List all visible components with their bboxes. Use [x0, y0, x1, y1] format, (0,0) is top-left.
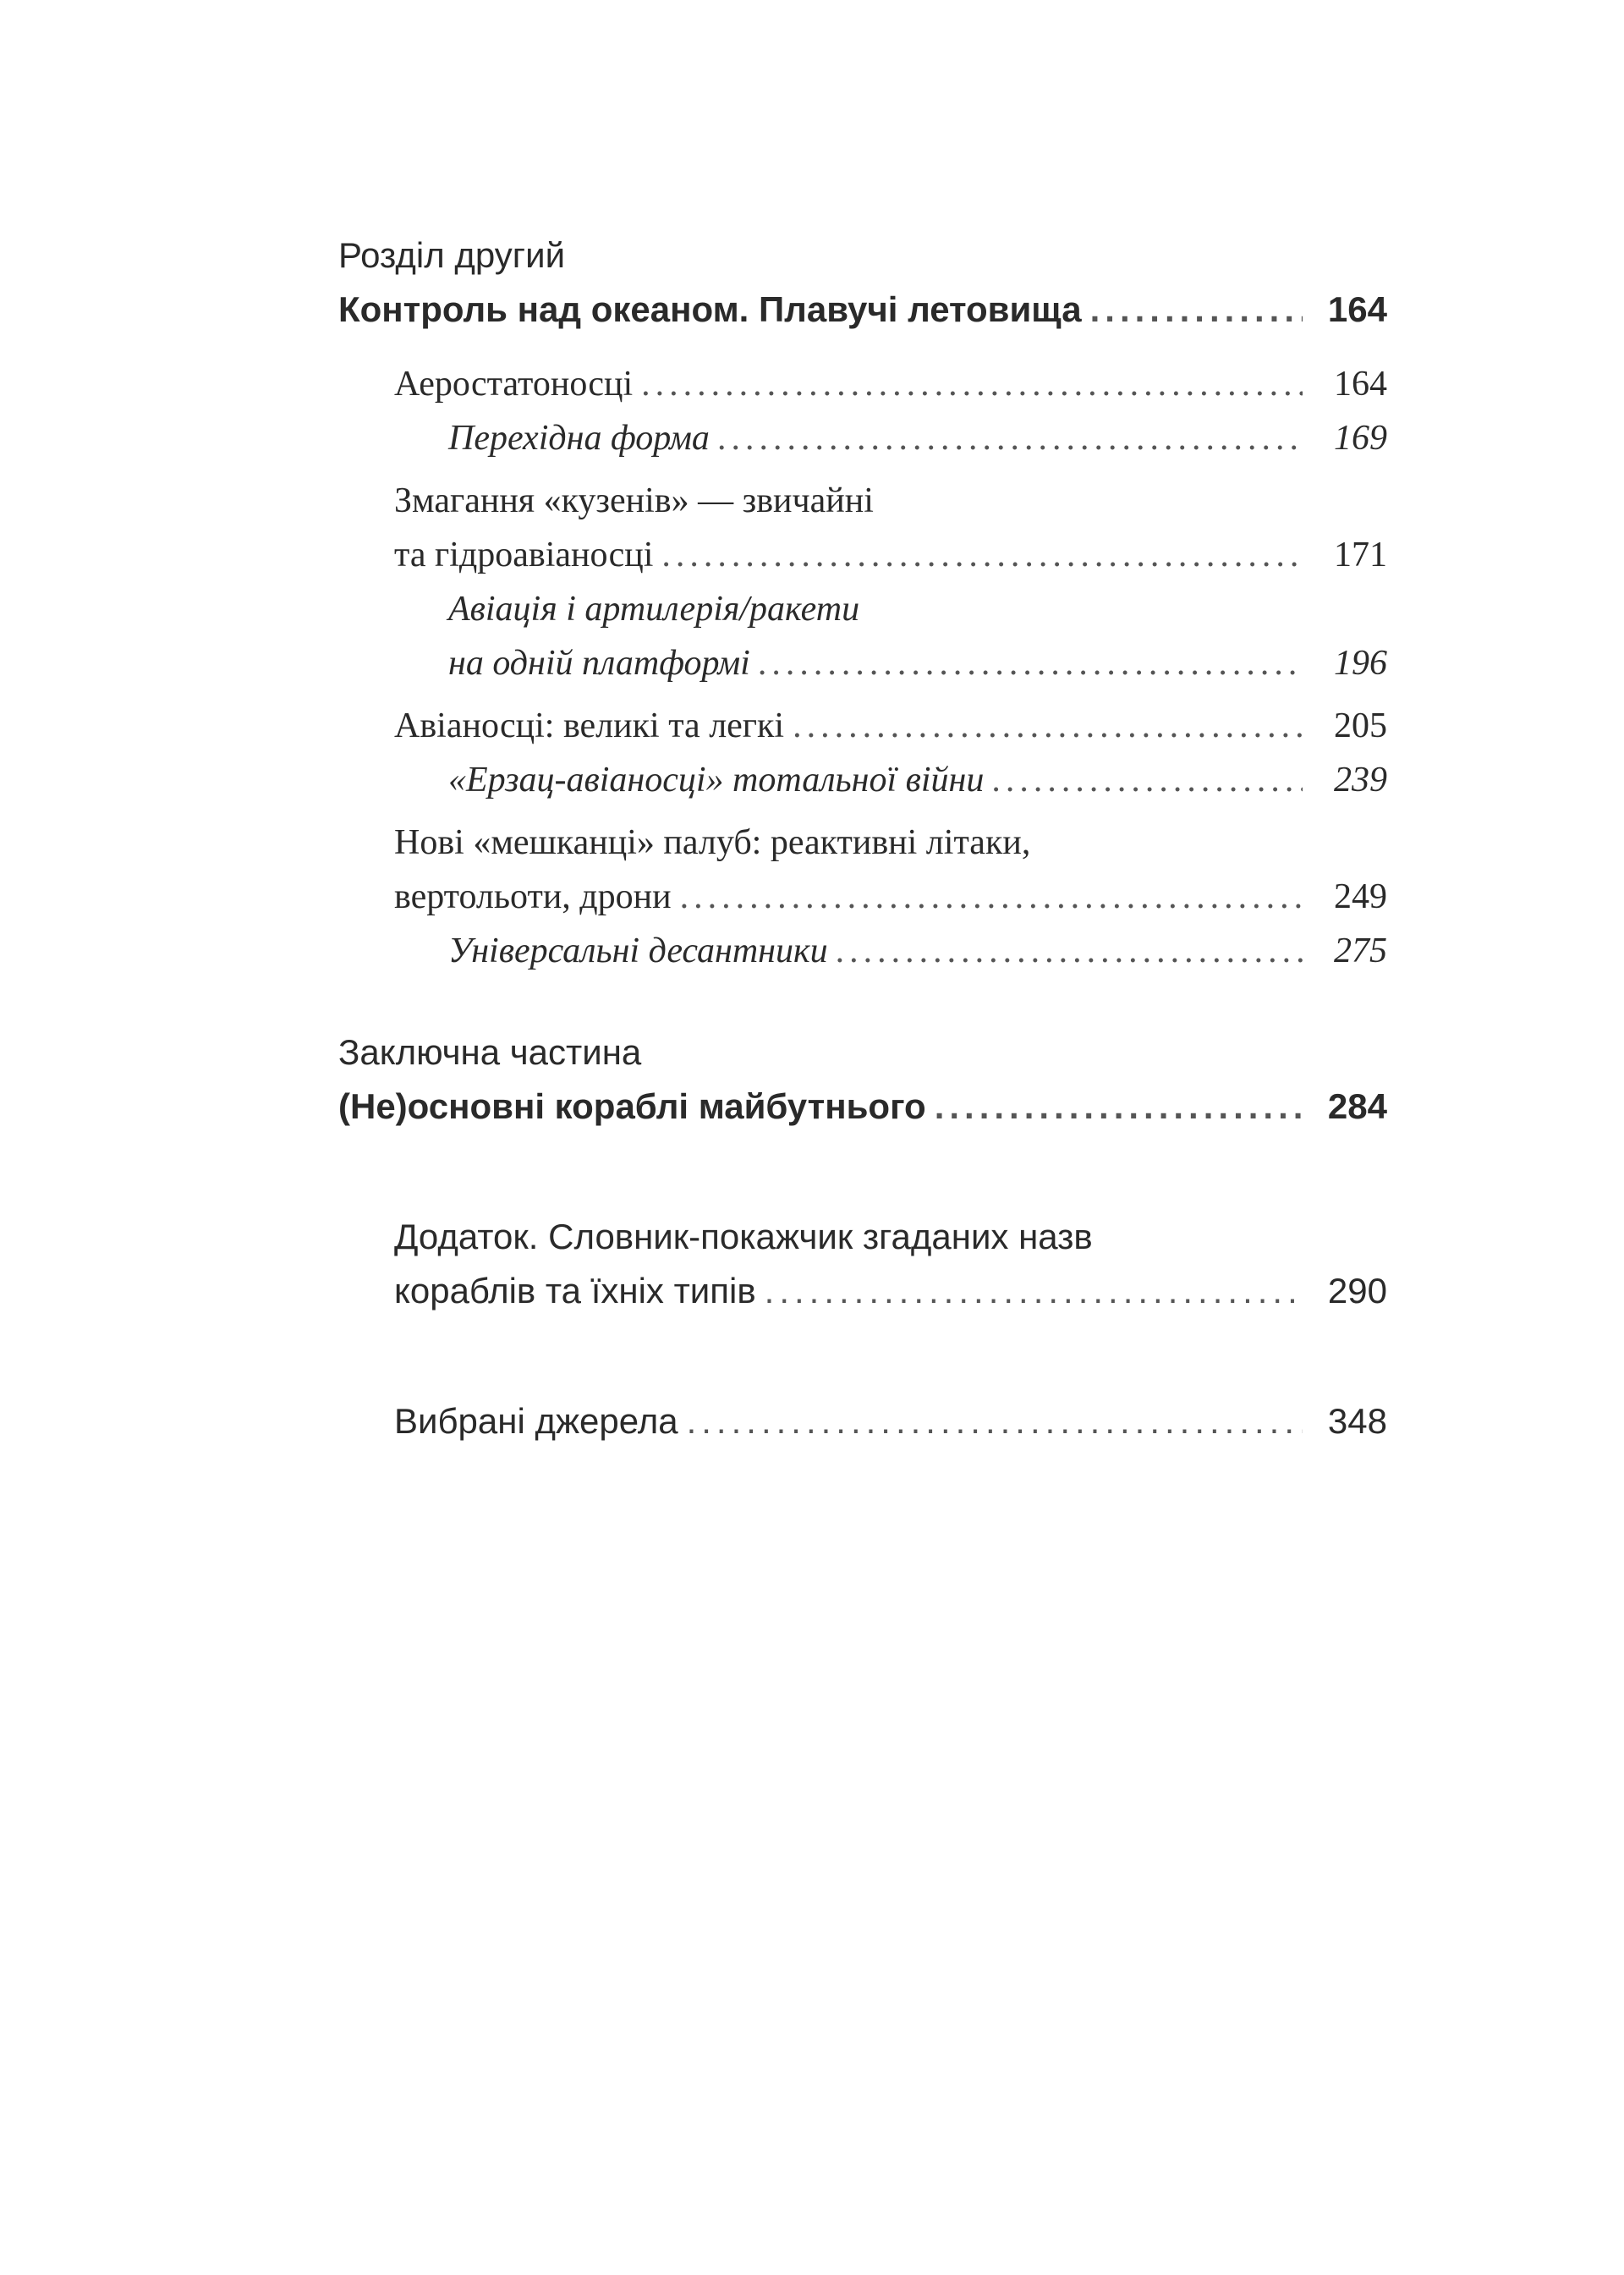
toc-entry[interactable] [338, 870, 1387, 924]
section-title: Контроль над океаном. Плавучі летовища [338, 289, 1082, 329]
entry-title-line: Авіація і артилерія/ракети [448, 590, 860, 629]
toc-subentry[interactable] [338, 924, 1387, 978]
page-number: 171 [1334, 536, 1387, 574]
dot-leader [935, 1080, 1303, 1134]
toc-entry[interactable] [338, 699, 1387, 753]
page-number: 205 [1334, 706, 1387, 745]
dot-leader [687, 1394, 1303, 1448]
toc-sources[interactable] [338, 1394, 1387, 1448]
toc-section[interactable] [338, 283, 1387, 337]
page-number: 169 [1334, 419, 1387, 458]
entry-title: та гідроавіаносці [394, 536, 654, 574]
entry-title: Авіаносці: великі та легкі [394, 706, 785, 745]
dot-leader [793, 699, 1303, 753]
entry-title-line: Додаток. Словник-покажчик згаданих назв [394, 1217, 1093, 1256]
entry-title: вертольоти, дрони [394, 877, 672, 916]
dot-leader [641, 357, 1303, 411]
dot-leader [765, 1264, 1303, 1318]
page-number: 290 [1327, 1271, 1387, 1311]
page-number: 348 [1327, 1401, 1387, 1441]
page-number: 239 [1334, 761, 1387, 800]
section-title: (Не)основні кораблі майбутнього [338, 1086, 926, 1126]
entry-title: на одній платформі [448, 644, 750, 683]
page-number: 164 [1327, 289, 1387, 329]
dot-leader [661, 528, 1303, 582]
entry-title-line: Нові «мешканці» палуб: реактивні літаки, [394, 823, 1031, 862]
page-number: 196 [1334, 644, 1387, 683]
toc-subentry[interactable] [338, 411, 1387, 465]
toc-entry[interactable] [338, 528, 1387, 582]
entry-title: кораблів та їхніх типів [394, 1271, 756, 1311]
entry-title: Вибрані джерела [394, 1401, 678, 1441]
toc-subentry[interactable] [338, 636, 1387, 690]
section-label: Розділ другий [338, 235, 566, 275]
page-number: 164 [1334, 365, 1387, 404]
dot-leader [1090, 283, 1303, 337]
entry-title: «Ерзац-авіаносці» тотальної війни [448, 761, 985, 800]
entry-title-line: Змагання «кузенів» — звичайні [394, 481, 874, 520]
toc-entry[interactable] [338, 357, 1387, 411]
dot-leader [992, 753, 1303, 807]
toc-section[interactable] [338, 1080, 1387, 1134]
page-number: 284 [1327, 1086, 1387, 1126]
toc-subentry[interactable] [338, 753, 1387, 807]
dot-leader [718, 411, 1303, 465]
dot-leader [837, 924, 1303, 978]
dot-leader [759, 636, 1303, 690]
entry-title: Перехідна форма [448, 419, 710, 458]
entry-title: Універсальні десантники [448, 931, 828, 970]
table-of-contents [338, 228, 1387, 1448]
entry-title: Аеростатоносці [394, 365, 634, 404]
section-label: Заключна частина [338, 1032, 642, 1072]
dot-leader [680, 870, 1303, 924]
page-number: 275 [1334, 931, 1387, 970]
toc-appendix[interactable] [338, 1264, 1387, 1318]
page-number: 249 [1334, 877, 1387, 916]
